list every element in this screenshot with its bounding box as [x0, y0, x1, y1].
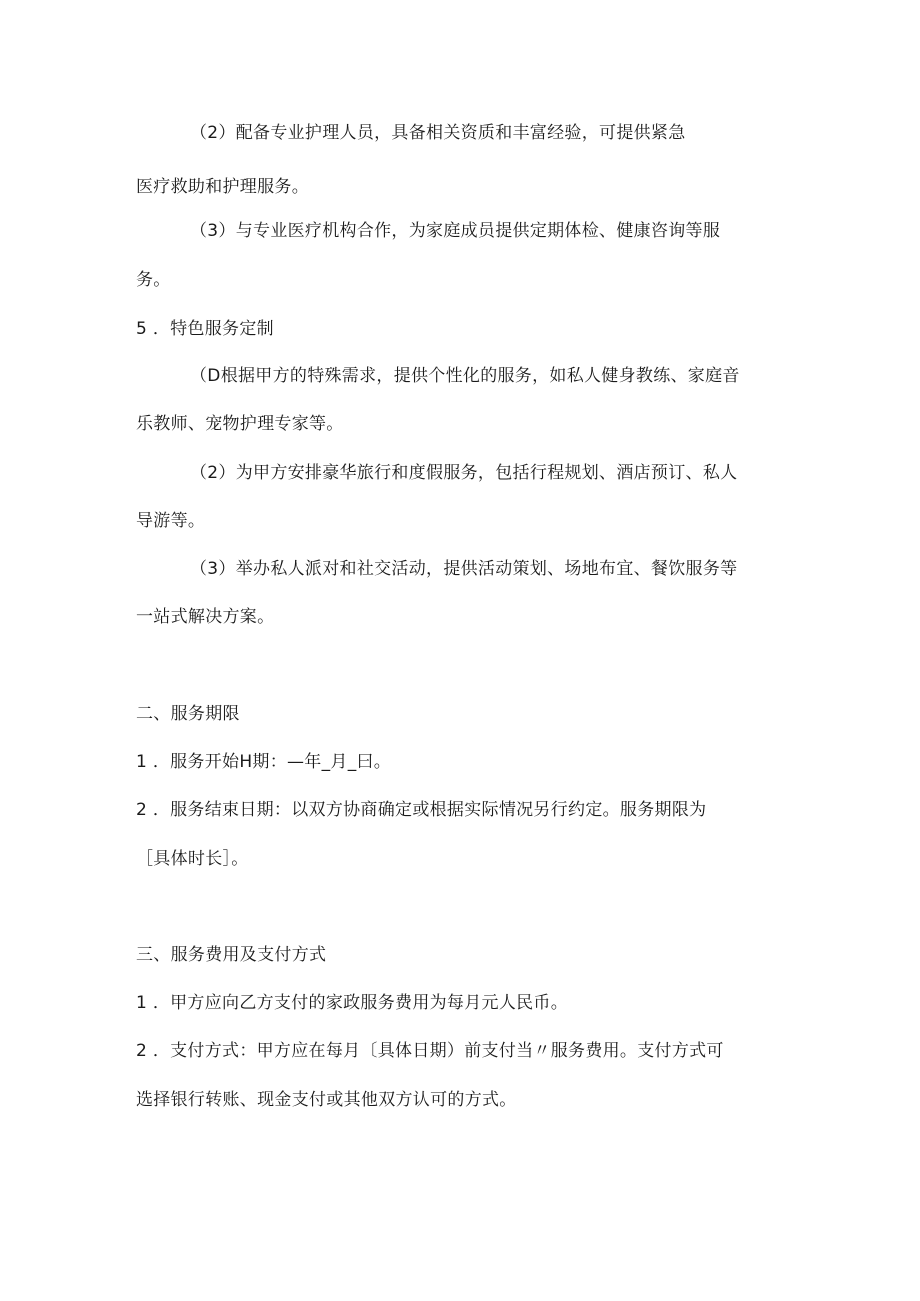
paragraph-line: 导游等。 — [136, 511, 206, 531]
paragraph-line: 1 ．甲方应向乙方支付的家政服务费用为每月元人民币。 — [136, 993, 569, 1013]
paragraph-line: （3）举办私人派对和社交活动，提供活动策划、场地布宜、餐饮服务等 — [190, 559, 738, 579]
paragraph-line: 医疗救助和护理服务。 — [136, 177, 309, 197]
paragraph-line: 2 ．支付方式：甲方应在每月〔具体日期）前支付当〃服务费用。支付方式可 — [136, 1041, 724, 1061]
paragraph-line: （3）与专业医疗机构合作，为家庭成员提供定期体检、健康咨询等服 — [190, 221, 721, 241]
paragraph-line: （2）配备专业护理人员，具备相关资质和丰富经验，可提供紧急 — [190, 123, 686, 143]
section-item-heading: 5 ．特色服务定制 — [136, 319, 274, 339]
section-heading: 三、服务费用及支付方式 — [136, 945, 327, 965]
paragraph-line: 选择银行转账、现金支付或其他双方认可的方式。 — [136, 1090, 517, 1110]
paragraph-line: ［具体时长］。 — [136, 849, 249, 869]
section-heading: 二、服务期限 — [136, 704, 240, 724]
paragraph-line: 一站式解决方案。 — [136, 607, 275, 627]
paragraph-line: 乐教师、宠物护理专家等。 — [136, 414, 344, 434]
paragraph-line: 1 ．服务开始H期：—年_月_曰。 — [136, 752, 392, 772]
paragraph-line: （D根据甲方的特殊需求，提供个性化的服务，如私人健身教练、家庭音 — [190, 366, 740, 386]
paragraph-line: 务。 — [136, 270, 171, 290]
paragraph-line: （2）为甲方安排豪华旅行和度假服务，包括行程规划、酒店预订、私人 — [190, 463, 738, 483]
paragraph-line: 2 ．服务结束日期：以双方协商确定或根据实际情况另行约定。服务期限为 — [136, 800, 707, 820]
